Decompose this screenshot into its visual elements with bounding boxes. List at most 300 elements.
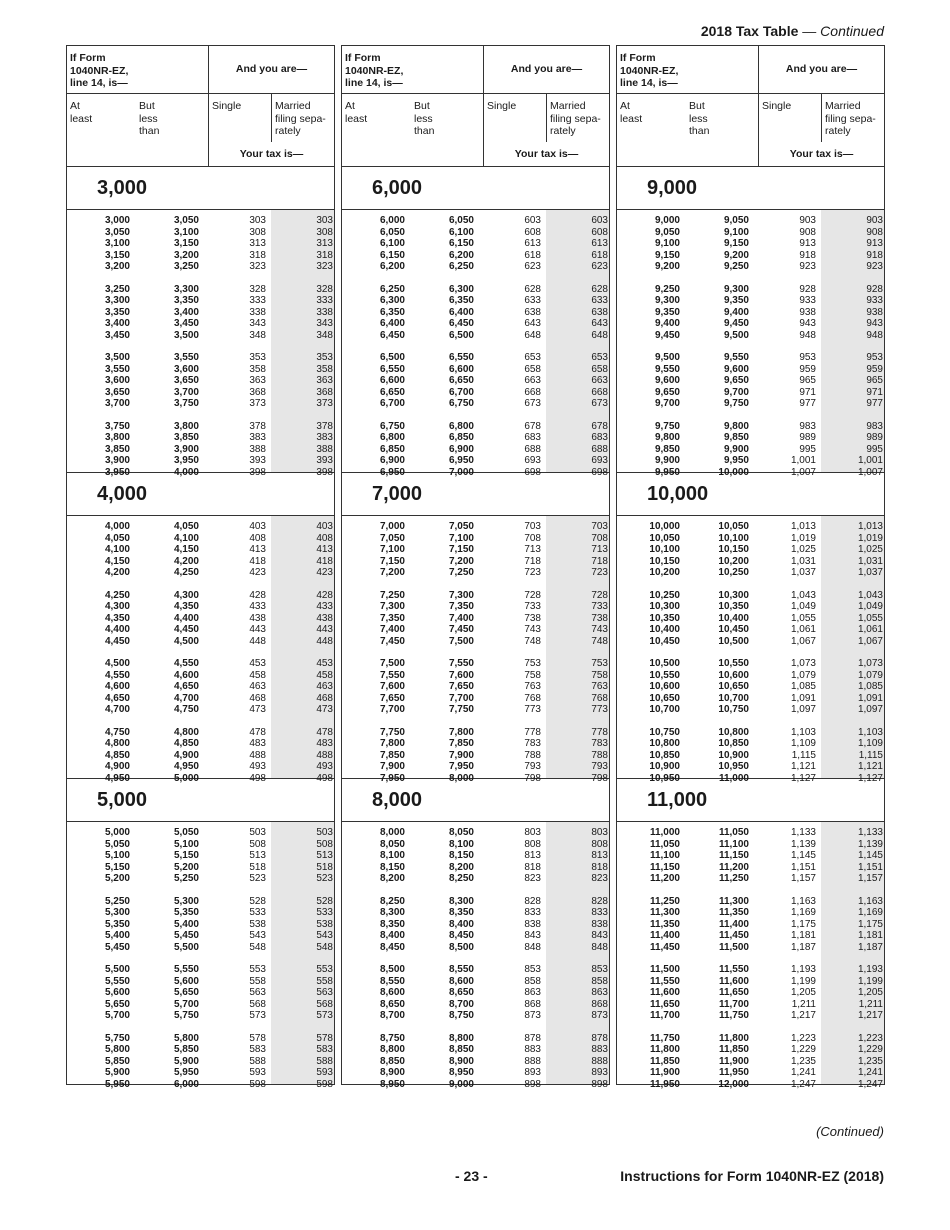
at-least-value: 7,450 (379, 635, 405, 647)
at-least-value: 10,400 (649, 624, 680, 635)
row-group (67, 658, 334, 716)
married-separate-tax-value: 588 (316, 1055, 333, 1067)
married-separate-tax-value: 853 (591, 964, 608, 975)
row-groups (342, 210, 609, 478)
at-least-value: 8,600 (379, 987, 405, 998)
table-row (617, 250, 884, 262)
income-section (617, 473, 884, 784)
at-least-value: 4,250 (104, 589, 130, 601)
single-tax-value: 1,079 (790, 669, 816, 681)
single-tax-value: 1,055 (790, 612, 816, 624)
tax-table (66, 45, 886, 1090)
married-separate-tax-value: 848 (591, 941, 608, 953)
single-tax-value: 1,037 (790, 567, 816, 578)
but-less-than-value: 7,500 (448, 635, 474, 647)
table-row (342, 330, 609, 342)
single-tax-value: 663 (524, 375, 541, 386)
table-row (342, 444, 609, 456)
table-row (67, 364, 334, 376)
married-separate-tax-value: 423 (316, 567, 333, 578)
married-separate-tax-value: 638 (591, 306, 608, 318)
married-separate-tax-value: 573 (316, 1010, 333, 1021)
but-less-than-value: 11,700 (718, 998, 749, 1010)
single-tax-value: 528 (249, 895, 266, 907)
table-row (67, 919, 334, 931)
married-separate-tax-value: 843 (591, 930, 608, 941)
at-least-value: 8,000 (379, 827, 405, 838)
table-row (67, 1079, 334, 1091)
section-body (342, 822, 609, 1090)
at-least-value: 9,400 (654, 318, 680, 329)
married-separate-tax-value: 1,157 (857, 873, 883, 884)
single-tax-value: 658 (524, 363, 541, 375)
table-row (67, 421, 334, 433)
but-less-than-value: 5,950 (173, 1067, 199, 1078)
at-least-value: 9,800 (654, 432, 680, 443)
single-tax-value: 338 (249, 306, 266, 318)
married-separate-tax-value: 1,103 (857, 726, 883, 738)
single-tax-value: 1,187 (790, 941, 816, 953)
but-less-than-value: 7,900 (448, 749, 474, 761)
row-group (342, 215, 609, 273)
but-less-than-value: 9,150 (723, 238, 749, 249)
continued-note: (Continued) (816, 1124, 884, 1139)
married-separate-tax-value: 443 (316, 624, 333, 635)
married-separate-tax-value: 348 (316, 329, 333, 341)
row-group (67, 352, 334, 410)
at-least-value: 6,100 (379, 238, 405, 249)
at-least-value: 9,750 (654, 420, 680, 432)
married-separate-tax-value: 503 (316, 827, 333, 838)
your-tax-is-label: Your tax is— (208, 142, 334, 166)
single-label: Single (208, 94, 271, 166)
row-group (617, 896, 884, 954)
married-separate-tax-value: 903 (866, 215, 883, 226)
at-least-value: 10,250 (649, 589, 680, 601)
row-group (67, 964, 334, 1022)
table-row (67, 398, 334, 410)
at-least-value: 3,550 (104, 363, 130, 375)
married-separate-tax-value: 468 (316, 692, 333, 704)
at-least-value: 10,500 (649, 658, 680, 669)
at-least-value: 9,550 (654, 363, 680, 375)
married-separate-tax-value: 728 (591, 589, 608, 601)
married-separate-tax-value: 533 (316, 907, 333, 918)
single-tax-value: 453 (249, 658, 266, 669)
single-tax-value: 578 (249, 1032, 266, 1044)
at-least-value: 7,800 (379, 738, 405, 749)
row-group (67, 421, 334, 479)
section-body (342, 516, 609, 784)
at-least-value: 3,050 (104, 226, 130, 238)
but-less-than-value: 4,900 (173, 749, 199, 761)
but-less-than-value: 8,950 (448, 1067, 474, 1078)
table-row (342, 238, 609, 250)
at-least-value: 4,300 (104, 601, 130, 612)
single-tax-value: 708 (524, 532, 541, 544)
but-less-than-value: 8,150 (448, 850, 474, 861)
at-least-value: 4,350 (104, 612, 130, 624)
single-tax-value: 1,169 (790, 907, 816, 918)
but-less-than-value: 6,800 (448, 420, 474, 432)
but-less-than-value: 11,100 (718, 838, 749, 850)
at-least-value: 8,350 (379, 918, 405, 930)
table-row (617, 930, 884, 942)
single-tax-value: 463 (249, 681, 266, 692)
but-less-than-value: 5,650 (173, 987, 199, 998)
single-tax-value: 423 (249, 567, 266, 578)
at-least-value: 10,050 (649, 532, 680, 544)
single-tax-value: 718 (524, 555, 541, 567)
single-tax-value: 1,163 (790, 895, 816, 907)
but-less-than-value: 8,700 (448, 998, 474, 1010)
table-row (342, 215, 609, 227)
single-tax-value: 798 (524, 772, 541, 784)
table-row (617, 907, 884, 919)
table-row (67, 215, 334, 227)
single-tax-value: 738 (524, 612, 541, 624)
single-tax-value: 953 (799, 352, 816, 363)
single-tax-value: 933 (799, 295, 816, 306)
single-tax-value: 965 (799, 375, 816, 386)
single-tax-value: 343 (249, 318, 266, 329)
single-tax-value: 1,145 (790, 850, 816, 861)
single-tax-value: 888 (524, 1055, 541, 1067)
at-least-value: 9,000 (654, 215, 680, 226)
single-tax-value: 758 (524, 669, 541, 681)
married-separate-tax-value: 703 (591, 521, 608, 532)
at-least-value: 3,650 (104, 386, 130, 398)
at-least-value: 8,500 (379, 964, 405, 975)
married-separate-tax-value: 328 (316, 283, 333, 295)
single-tax-value: 723 (524, 567, 541, 578)
but-less-than-value: 5,450 (173, 930, 199, 941)
but-less-than-value: 6,700 (448, 386, 474, 398)
but-less-than-value: 3,650 (173, 375, 199, 386)
single-tax-value: 928 (799, 283, 816, 295)
table-row (342, 827, 609, 839)
but-less-than-value: 7,050 (448, 521, 474, 532)
married-separate-tax-value: 965 (866, 375, 883, 386)
section-body (342, 210, 609, 478)
at-least-value: 5,050 (104, 838, 130, 850)
at-least-value: 9,600 (654, 375, 680, 386)
at-least-value: 4,200 (104, 567, 130, 578)
table-row (617, 636, 884, 648)
table-row (617, 670, 884, 682)
single-tax-value: 823 (524, 873, 541, 884)
single-tax-value: 413 (249, 544, 266, 555)
table-row (617, 284, 884, 296)
but-less-than-value: 4,700 (173, 692, 199, 704)
married-separate-tax-value: 1,241 (857, 1067, 883, 1078)
at-least-label: At least (70, 100, 93, 125)
but-less-than-value: 4,750 (173, 704, 199, 715)
row-group (617, 658, 884, 716)
single-tax-value: 1,097 (790, 704, 816, 715)
at-least-value: 6,450 (379, 329, 405, 341)
table-row (342, 318, 609, 330)
but-less-than-value: 6,650 (448, 375, 474, 386)
table-row (67, 613, 334, 625)
table-row (342, 364, 609, 376)
but-less-than-value: 6,200 (448, 249, 474, 261)
at-least-value: 9,200 (654, 261, 680, 272)
table-row (617, 375, 884, 387)
table-row (342, 693, 609, 705)
but-less-than-value: 6,950 (448, 455, 474, 466)
married-separate-tax-value: 453 (316, 658, 333, 669)
at-least-value: 8,100 (379, 850, 405, 861)
single-tax-value: 1,157 (790, 873, 816, 884)
single-tax-value: 977 (799, 398, 816, 409)
table-row (617, 987, 884, 999)
single-tax-value: 995 (799, 443, 816, 455)
single-tax-value: 373 (249, 398, 266, 409)
but-less-than-value: 3,600 (173, 363, 199, 375)
table-row (617, 364, 884, 376)
married-separate-tax-value: 403 (316, 521, 333, 532)
but-less-than-value: 11,550 (718, 964, 749, 975)
but-less-than-value: 9,550 (723, 352, 749, 363)
but-less-than-value: 6,550 (448, 352, 474, 363)
table-row (342, 839, 609, 851)
table-row (67, 227, 334, 239)
table-row (617, 727, 884, 739)
married-separate-tax-value: 678 (591, 420, 608, 432)
single-tax-value: 553 (249, 964, 266, 975)
at-least-value: 9,950 (654, 466, 680, 478)
row-group (67, 215, 334, 273)
but-less-than-value: 8,400 (448, 918, 474, 930)
single-tax-value: 368 (249, 386, 266, 398)
married-separate-tax-value: 358 (316, 363, 333, 375)
married-separate-tax-value: 971 (866, 386, 883, 398)
but-less-than-value: 5,900 (173, 1055, 199, 1067)
married-separate-tax-value: 633 (591, 295, 608, 306)
at-least-value: 3,700 (104, 398, 130, 409)
but-less-than-value: 10,250 (718, 567, 749, 578)
table-row (67, 533, 334, 545)
single-tax-value: 498 (249, 772, 266, 784)
section-body (617, 210, 884, 478)
table-row (617, 421, 884, 433)
but-less-than-value: 10,650 (718, 681, 749, 692)
but-less-than-value: 8,100 (448, 838, 474, 850)
married-separate-tax-value: 508 (316, 838, 333, 850)
single-tax-value: 418 (249, 555, 266, 567)
table-row (67, 1044, 334, 1056)
married-separate-tax-value: 783 (591, 738, 608, 749)
table-row (617, 533, 884, 545)
table-row (617, 738, 884, 750)
at-least-value: 3,750 (104, 420, 130, 432)
table-row (67, 1010, 334, 1022)
at-least-value: 4,500 (104, 658, 130, 669)
single-tax-value: 508 (249, 838, 266, 850)
at-least-value: 7,550 (379, 669, 405, 681)
single-tax-value: 913 (799, 238, 816, 249)
but-less-than-value: 10,750 (718, 704, 749, 715)
married-separate-tax-value: 408 (316, 532, 333, 544)
married-separate-tax-value: 1,127 (857, 772, 883, 784)
married-separate-tax-value: 388 (316, 443, 333, 455)
row-group (617, 964, 884, 1022)
single-tax-value: 393 (249, 455, 266, 466)
married-separate-tax-value: 1,133 (857, 827, 883, 838)
single-tax-value: 783 (524, 738, 541, 749)
at-least-value: 4,650 (104, 692, 130, 704)
but-less-than-value: 4,250 (173, 567, 199, 578)
but-less-than-value: 6,450 (448, 318, 474, 329)
married-separate-tax-value: 428 (316, 589, 333, 601)
married-separate-tax-value: 1,049 (857, 601, 883, 612)
but-less-than-value: 9,900 (723, 443, 749, 455)
but-less-than-value: 10,350 (718, 601, 749, 612)
but-less-than-value: 11,250 (718, 873, 749, 884)
but-less-than-value: 3,200 (173, 249, 199, 261)
income-section (617, 167, 884, 478)
section-title: 9,000 (617, 167, 884, 210)
but-less-than-value: 4,050 (173, 521, 199, 532)
row-groups (67, 210, 334, 478)
but-less-than-value: 9,700 (723, 386, 749, 398)
at-least-value: 6,700 (379, 398, 405, 409)
at-least-value: 8,850 (379, 1055, 405, 1067)
married-separate-tax-value: 1,079 (857, 669, 883, 681)
but-less-than-value: 7,250 (448, 567, 474, 578)
married-separate-tax-value: 808 (591, 838, 608, 850)
table-row (67, 544, 334, 556)
single-tax-value: 483 (249, 738, 266, 749)
at-least-value: 3,850 (104, 443, 130, 455)
column-header (67, 46, 334, 167)
married-separate-tax-value: 323 (316, 261, 333, 272)
table-row (342, 636, 609, 648)
table-row (67, 704, 334, 716)
single-tax-value: 583 (249, 1044, 266, 1055)
married-separate-tax-value: 1,217 (857, 1010, 883, 1021)
single-tax-value: 533 (249, 907, 266, 918)
single-tax-value: 428 (249, 589, 266, 601)
married-separate-tax-value: 833 (591, 907, 608, 918)
at-least-value: 8,150 (379, 861, 405, 873)
table-row (617, 1044, 884, 1056)
at-least-value: 3,250 (104, 283, 130, 295)
single-tax-value: 763 (524, 681, 541, 692)
but-less-than-value: 9,050 (723, 215, 749, 226)
table-row (617, 238, 884, 250)
but-less-than-value: 9,400 (723, 306, 749, 318)
married-separate-tax-value: 693 (591, 455, 608, 466)
table-row (67, 295, 334, 307)
single-tax-value: 518 (249, 861, 266, 873)
single-tax-value: 1,133 (790, 827, 816, 838)
single-tax-value: 653 (524, 352, 541, 363)
married-separate-tax-value: 873 (591, 1010, 608, 1021)
married-separate-tax-value: 803 (591, 827, 608, 838)
table-row (617, 624, 884, 636)
married-separate-tax-value: 393 (316, 455, 333, 466)
but-less-than-value: 4,150 (173, 544, 199, 555)
table-row (342, 930, 609, 942)
column-header (617, 46, 884, 167)
but-less-than-value: 11,650 (718, 987, 749, 998)
but-less-than-value: 9,800 (723, 420, 749, 432)
table-row (67, 942, 334, 954)
but-less-than-value: 5,500 (173, 941, 199, 953)
but-less-than-value: 5,300 (173, 895, 199, 907)
income-section (67, 167, 334, 478)
but-less-than-value: 5,550 (173, 964, 199, 975)
married-separate-tax-value: 1,223 (857, 1032, 883, 1044)
single-tax-value: 748 (524, 635, 541, 647)
at-least-value: 6,550 (379, 363, 405, 375)
single-tax-value: 513 (249, 850, 266, 861)
married-separate-tax-value: 1,211 (858, 998, 883, 1010)
table-row (617, 215, 884, 227)
at-least-value: 4,600 (104, 681, 130, 692)
at-least-value: 5,450 (104, 941, 130, 953)
married-separate-tax-value: 483 (316, 738, 333, 749)
single-tax-value: 753 (524, 658, 541, 669)
at-least-value: 10,650 (649, 692, 680, 704)
single-tax-value: 1,073 (790, 658, 816, 669)
table-row (67, 964, 334, 976)
but-less-than-value: 6,850 (448, 432, 474, 443)
but-less-than-value: 3,250 (173, 261, 199, 272)
single-tax-value: 808 (524, 838, 541, 850)
table-row (617, 556, 884, 568)
section-title: 8,000 (342, 779, 609, 822)
table-row (67, 250, 334, 262)
table-row (342, 727, 609, 739)
but-less-than-value: 7,200 (448, 555, 474, 567)
married-filing-separately-label: Married filing sepa- rately (271, 94, 334, 142)
single-tax-value: 828 (524, 895, 541, 907)
at-least-value: 11,750 (649, 1032, 680, 1044)
but-less-than-value: 6,000 (173, 1078, 199, 1090)
table-row (342, 896, 609, 908)
table-row (617, 227, 884, 239)
table-row (342, 521, 609, 533)
but-less-than-value: 10,550 (718, 658, 749, 669)
at-least-value: 10,850 (649, 749, 680, 761)
single-tax-value: 1,007 (790, 466, 816, 478)
married-separate-tax-value: 1,139 (857, 838, 883, 850)
row-groups (617, 516, 884, 784)
at-least-value: 5,800 (104, 1044, 130, 1055)
at-least-value: 10,300 (649, 601, 680, 612)
row-group (67, 284, 334, 342)
married-separate-tax-value: 553 (316, 964, 333, 975)
married-separate-tax-value: 333 (316, 295, 333, 306)
single-tax-value: 1,205 (790, 987, 816, 998)
but-less-than-value: 10,450 (718, 624, 749, 635)
married-separate-tax-value: 1,193 (857, 964, 883, 975)
at-least-value: 9,350 (654, 306, 680, 318)
table-row (342, 907, 609, 919)
married-separate-tax-value: 698 (591, 466, 608, 478)
at-least-value: 5,150 (104, 861, 130, 873)
at-least-value: 4,950 (104, 772, 130, 784)
but-less-than-value: 3,700 (173, 386, 199, 398)
table-row (342, 862, 609, 874)
single-tax-value: 488 (249, 749, 266, 761)
but-less-than-value: 6,400 (448, 306, 474, 318)
single-tax-value: 433 (249, 601, 266, 612)
table-row (67, 238, 334, 250)
